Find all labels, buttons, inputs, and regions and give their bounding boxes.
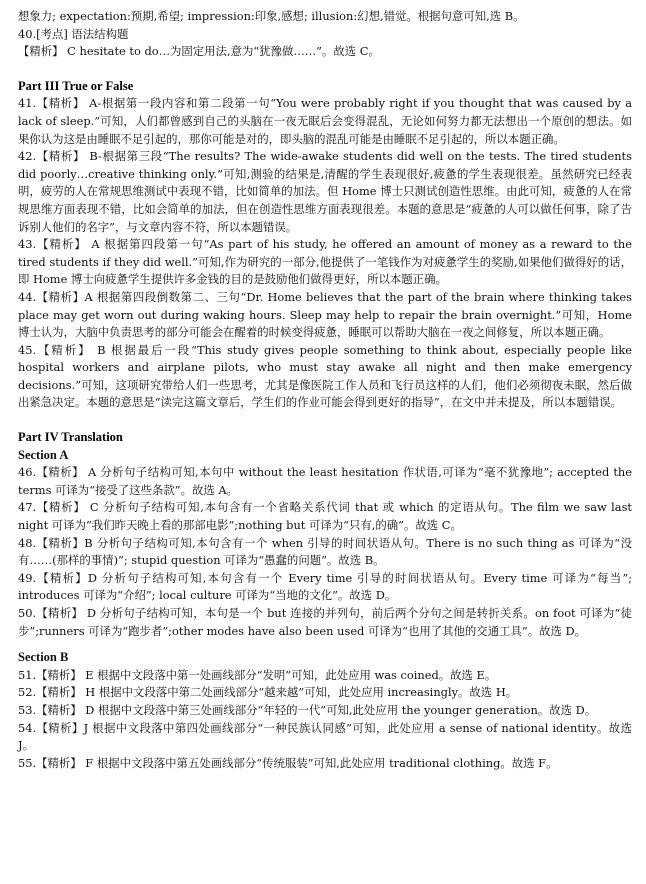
q47-explanation: 47.【精析】 C 分析句子结构可知,本句含有一个省略关系代词 that 或 which 的定语从句。The film we saw last night 可译为“我们昨天晚上看的那部电影”;nothing but 可译为“只有,的确”。故选 C。 (18, 500, 632, 533)
q49-explanation: 49.【精析】D 分析句子结构可知,本句含有一个 Every time 引导的时间状语从句。Every time 可译为“每当”; introduces 可译为“介绍”; local culture 可译为“当地的文化”。故选 D。 (18, 570, 632, 603)
q45-explanation: 45.【精析】 B 根据最后一段“This study gives people something to think about, especially people like hospital workers and airplane pilots, who must stay awake all night and then make emergency decisions.”可知，这项研究带给人们一些思考，尤其是像医院工作人员和飞行员这样的人们，他们必须彻夜未眠，然后做出紧急决定。本题的意思是“读完这篇文章后，学生们的作业可能会得到更好的指导”，在文中并未提及，所以本题错误。 (18, 342, 632, 410)
q42-explanation: 42.【精析】 B-根据第三段“The results? The wide-awake students did well on the tests. The tired students did poorly…creative thinking only.”可知,测验的结果是,清醒的学生表现很好,疲惫的学生表现很差。虽然研究已经表明，疲劳的人在常规思维测试中表现不错，比如简单的加法。但 Home 博士只测试创造性思维。由此可知，疲惫的人在常规思维方面表现不错，比如会简单的加法，但在创造性思维方面表现很差。本题的意思是“疲惫的人可以做任何事，除了告诉别人他们的名字”，与文章内容不符，所以本题错误。 (18, 149, 632, 234)
q55-explanation: 55.【精析】 F 根据中文段落中第五处画线部分“传统服装”可知,此处应用 traditional clothing。故选 F。 (18, 755, 558, 770)
q41-explanation: 41.【精析】 A-根据第一段内容和第二段第一句“You were probably right if you thought that was caused by a lack of sleep.”可知，人们都曾感到自己的头脑在一夜无眠后会变得混乱，无论如何努力都无法想出一个原创的想法。如果你认为这是由睡眠不足引起的，那你可能是对的，即头脑的混乱可能是由睡眠不足引起的，所以本题正确。 (18, 96, 632, 146)
section-b-heading: Section B (18, 650, 69, 665)
q52-explanation: 52.【精析】 H 根据中文段落中第二处画线部分“越来越”可知，此处应用 increasingly。故选 H。 (18, 685, 518, 700)
q40-explanation: 【精析】 C hesitate to do…为固定用法,意为“犹豫做……”。故选 C。 (18, 44, 380, 59)
q46-explanation: 46.【精析】 A 分析句子结构可知,本句中 without the least hesitation 作状语,可译为“毫不犹豫地”; accepted the terms 可译为“接受了这些条款”。故选 A。 (18, 465, 632, 497)
q53-explanation: 53.【精析】 D 根据中文段落中第三处画线部分“年轻的一代”可知,此处应用 the younger generation。故选 D。 (18, 702, 597, 717)
section-a-heading: Section A (18, 447, 69, 462)
q40-topic: 40.[考点] 语法结构题 (18, 26, 129, 41)
q48-explanation: 48.【精析】B 分析句子结构可知,本句含有一个 when 引导的时间状语从句。There is no such thing as 可译为“没有……(那样的事情)”; stupid question 可译为“愚蠢的问题”。故选 B。 (18, 535, 632, 568)
part-3-heading: Part III True or False (18, 78, 134, 93)
q50-explanation: 50.【精析】 D 分析句子结构可知，本句是一个 but 连接的并列句，前后两个分句之间是转折关系。on foot 可译为“徒步”;runners 可译为“跑步者”;other modes have also been used 可译为“也用了其他的交通工具”。故选 D。 (18, 606, 632, 638)
q39-explanation-end: 想象力; expectation:预期,希望; impression:印象,感想; illusion:幻想,错觉。根据句意可知,选 B。 (18, 9, 525, 23)
q44-explanation: 44.【精析】A 根据第四段倒数第二、三句“Dr. Home believes that the part of the brain where thinking takes place may get worn out during waking hours. Sleep may help to repair the brain overnight.”可知，Home 博士认为，大脑中负责思考的部分可能会在醒着的时候变得疲惫，睡眠可以帮助大脑在一夜之间修复，所以本题正确。 (18, 289, 632, 340)
q54-explanation: 54.【精析】J 根据中文段落中第四处画线部分“一种民族认同感”可知，此处应用 a sense of national identity。故选 J。 (18, 720, 632, 753)
part-4-heading: Part IV Translation (18, 430, 123, 445)
q43-explanation: 43.【精析】 A 根据第四段第一句“As part of his study, he offered an amount of money as a reward to the tired students if they did well.”可知,作为研究的一部分,他提供了一笔钱作为对疲惫学生的奖励,如果他们做得好的话，即 Home 博士向疲惫学生提供许多金钱的目的是鼓励他们做得更好，所以本题正确。 (18, 237, 632, 287)
q51-explanation: 51.【精析】 E 根据中文段落中第一处画线部分“发明”可知，此处应用 was coined。故选 E。 (18, 667, 497, 682)
